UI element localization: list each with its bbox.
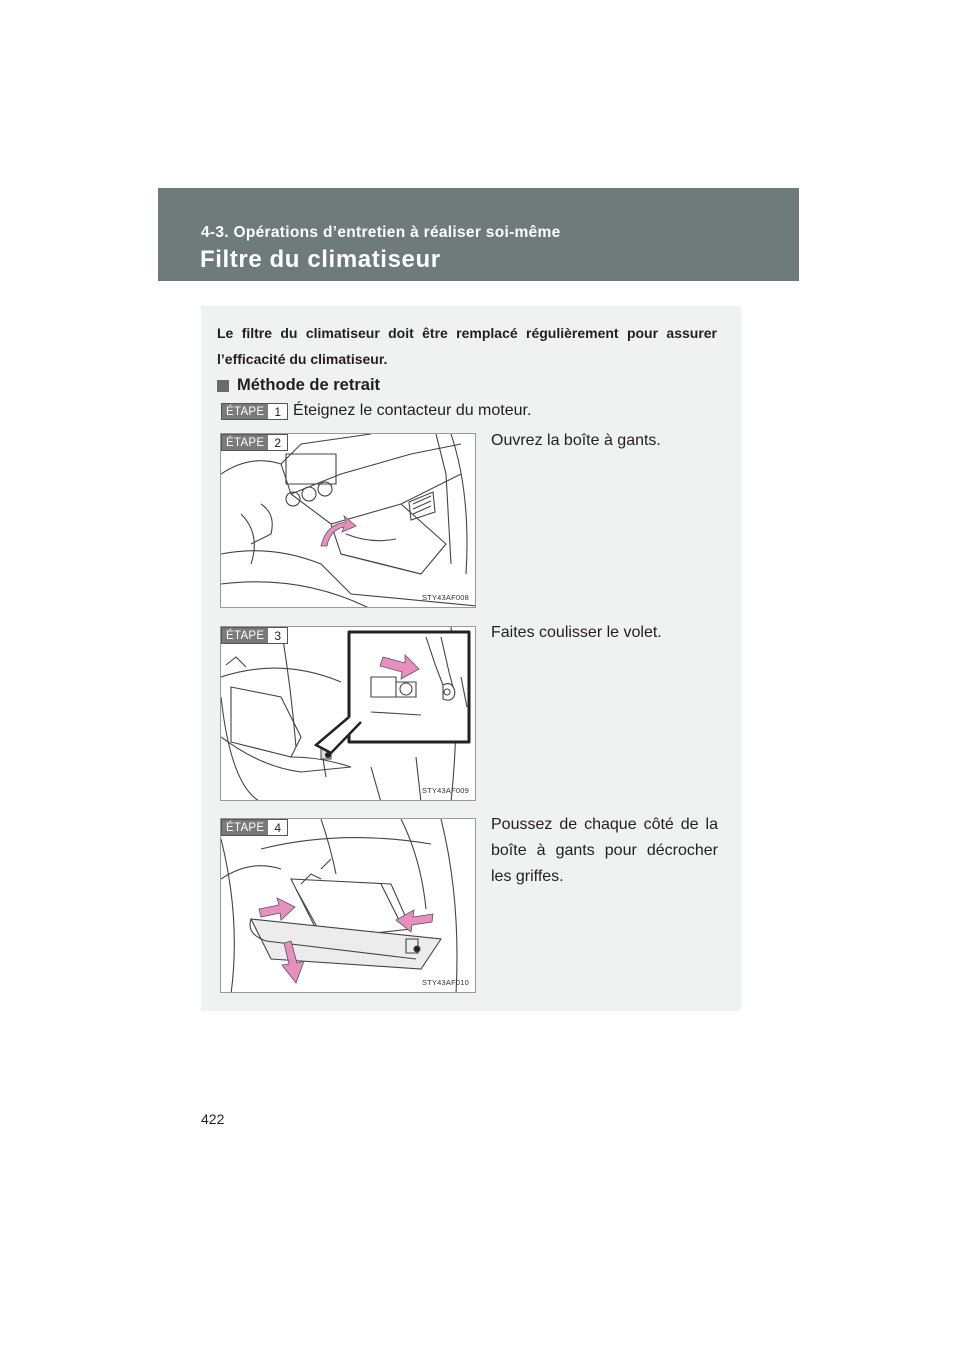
step-2-badge-label: ÉTAPE — [222, 435, 268, 450]
square-bullet-icon — [217, 380, 229, 392]
step-3-badge — [221, 627, 288, 644]
step-3-figure-code: STY43AF009 — [421, 786, 469, 795]
step-2-badge-number: 2 — [268, 435, 287, 450]
method-heading-label: Méthode de retrait — [237, 376, 381, 394]
page-number: 422 — [201, 1111, 225, 1127]
step-1 — [221, 402, 531, 420]
step-4-text: Poussez de chaque côté de la boîte à gants pour décrocher les griffes. — [491, 816, 718, 885]
step-4-figure-code: STY43AF010 — [421, 978, 469, 987]
glovebox-open-drawing — [221, 434, 476, 608]
page-title: Filtre du climatiseur — [200, 246, 441, 273]
step-1-badge-label: ÉTAPE — [222, 404, 268, 419]
section-header — [158, 188, 799, 281]
step-4-badge — [221, 819, 288, 836]
step-4-illustration — [220, 818, 476, 993]
section-title: 4-3. Opérations d’entretien à réaliser soi-même — [201, 224, 561, 241]
step-3-text: Faites coulisser le volet. — [491, 624, 662, 641]
step-2-badge — [221, 434, 288, 451]
step-4-badge-label: ÉTAPE — [222, 820, 268, 835]
step-3-illustration — [220, 626, 476, 801]
content-panel — [201, 306, 741, 1011]
slide-damper-drawing — [221, 627, 476, 801]
step-4-badge-number: 4 — [268, 820, 287, 835]
step-3-badge-number: 3 — [268, 628, 287, 643]
step-1-badge — [221, 403, 288, 420]
intro-text: Le filtre du climatiseur doit être remplacé régulièrement pour assurer l’efficacité du climatiseur. — [217, 325, 717, 367]
step-2-text: Ouvrez la boîte à gants. — [491, 432, 661, 449]
step-1-badge-number: 1 — [268, 404, 287, 419]
step-2-illustration — [220, 433, 476, 608]
step-2-figure-code: STY43AF008 — [421, 593, 469, 602]
step-3-badge-label: ÉTAPE — [222, 628, 268, 643]
glovebox-unhook-drawing — [221, 819, 476, 993]
method-heading — [217, 376, 380, 395]
step-1-text: Éteignez le contacteur du moteur. — [293, 402, 532, 419]
